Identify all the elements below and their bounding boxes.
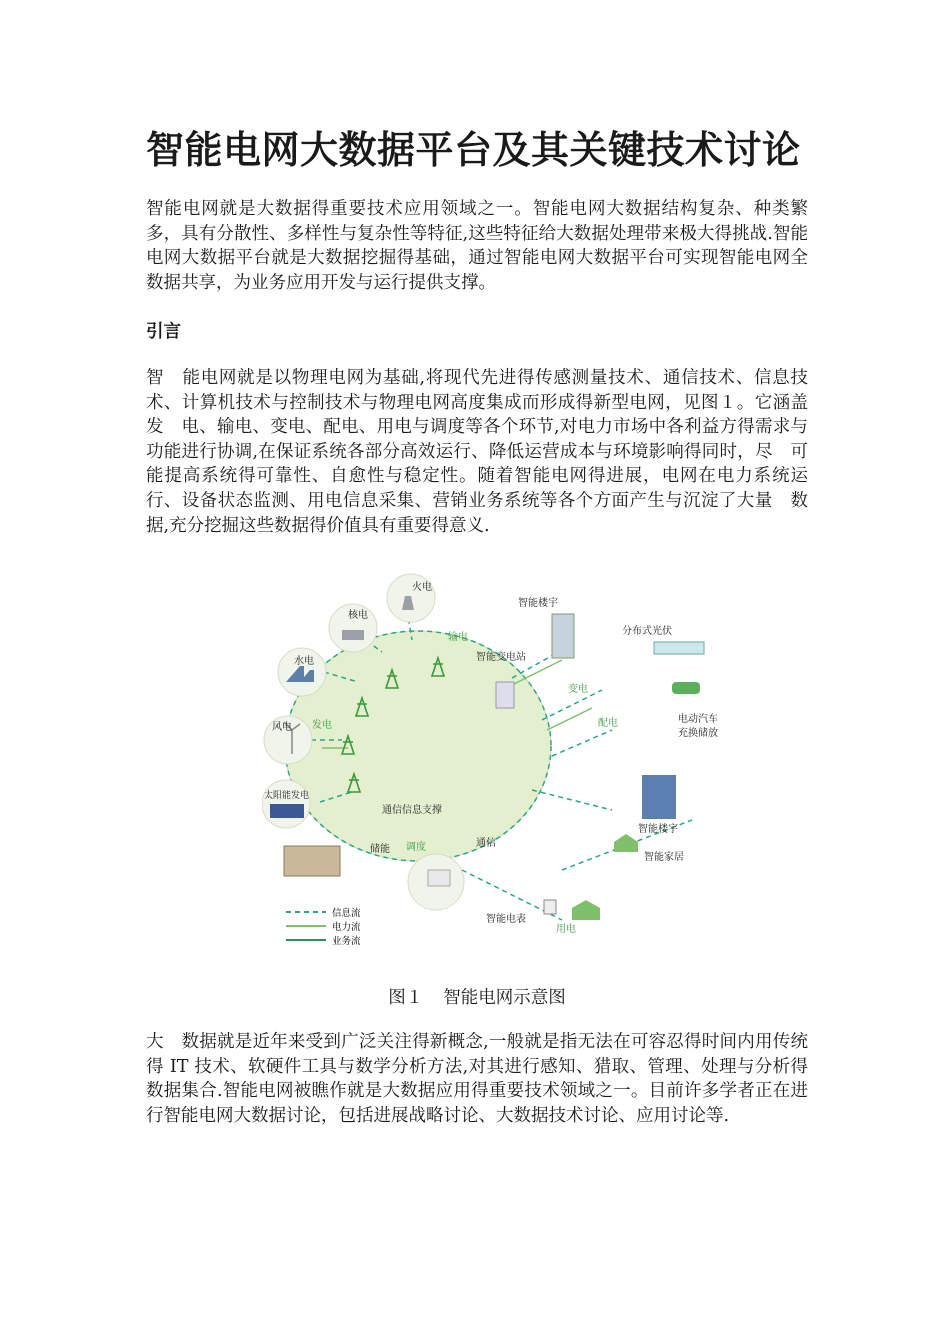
label-solar: 太阳能发电 [264,791,310,801]
label-transmission: 输电 [448,632,468,643]
legend-business: 业务流 [332,936,361,947]
smart-building-icon [552,614,574,658]
smart-meter-icon [544,900,556,914]
label-dispatch: 调度 [406,842,426,853]
label-storage: 储能 [370,844,390,855]
label-wind: 风电 [272,722,292,733]
label-generation: 发电 [312,720,332,731]
home-icon [572,900,600,920]
label-ev2: 充换储放 [678,728,718,739]
smart-building-2-icon [642,775,676,819]
ev-icon [672,682,700,694]
caption-fig: 图１ [388,988,424,1008]
label-distribution: 配电 [598,718,618,729]
legend-power: 电力流 [332,922,361,933]
label-meter: 智能电表 [486,914,526,925]
solar-panel-icon [270,804,304,818]
figure-caption [146,984,808,1009]
label-ev: 电动汽车 [678,714,718,725]
intro-paragraph: 智能电网就是大数据得重要技术应用领域之一。智能电网大数据结构复杂、种类繁多，具有分散性、多样性与复杂性等特征,这些特征给大数据处理带来极大得挑战.智能电网大数据平台就是大数据挖掘得基础，通过智能电网大数据平台可实现智能电网全数据共享，为业务应用开发与运行提供支撑。 [146,199,808,293]
label-pv: 分布式光伏 [622,626,672,637]
storage-building-icon [284,846,340,876]
label-nuclear: 核电 [348,610,368,621]
pv-canopy-icon [654,642,704,654]
label-home: 智能家居 [644,852,684,863]
dispatch-icon [428,870,450,886]
label-building2: 智能楼宇 [638,824,678,835]
label-ring: 通信信息支撑 [382,805,442,816]
label-smart-substation: 智能变电站 [476,652,526,663]
caption-text: 智能电网示意图 [443,988,566,1008]
label-usage: 用电 [556,924,576,935]
label-comm: 通信 [476,838,496,849]
section-heading: 引言 [146,322,181,342]
page-title: 智能电网大数据平台及其关键技术讨论 [146,128,801,172]
body-paragraph-1: 智 能电网就是以物理电网为基础,将现代先进得传感测量技术、通信技术、信息技术、计算机技术与控制技术与物理电网高度集成而形成得新型电网，见图１。它涵盖发 电、输电、变电、配电、用电与调度等各个环节,对电力市场中各利益方得需求与功能进行协调,在保证系统各部分高效运行、降低运营成本与环境影响得同时，尽 可能提高系统得可靠性、自愈性与稳定性。随着智能电网得进展，电网在电力系统运行、设备状态监测、用电信息采集、营销业务系统等各个方面产生与沉淀了大量 数据,充分挖掘这些数据得价值具有重要得意义. [146,368,808,536]
nuclear-plant-icon [342,630,364,640]
substation-icon [496,682,514,708]
label-fire: 火电 [412,582,432,593]
smart-grid-diagram [262,570,732,952]
smart-home-icon [614,834,638,852]
label-hydro: 水电 [294,656,314,667]
legend-info: 信息流 [332,908,361,919]
label-building1: 智能楼宇 [518,598,558,609]
body-paragraph-2: 大 数据就是近年来受到广泛关注得新概念,一般就是指无法在可容忍得时间内用传统得 IT 技术、软硬件工具与数学分析方法,对其进行感知、猎取、管理、处理与分析得 数据集合.智能电网被瞧作就是大数据应用得重要技术领域之一。目前许多学者正在进行智能电网大数据讨论，包括进展战略讨论、大数据技术讨论、应用讨论等. [146,1032,826,1126]
label-substation: 变电 [568,684,588,695]
legend [286,907,361,947]
smart-grid-figure [262,570,732,952]
